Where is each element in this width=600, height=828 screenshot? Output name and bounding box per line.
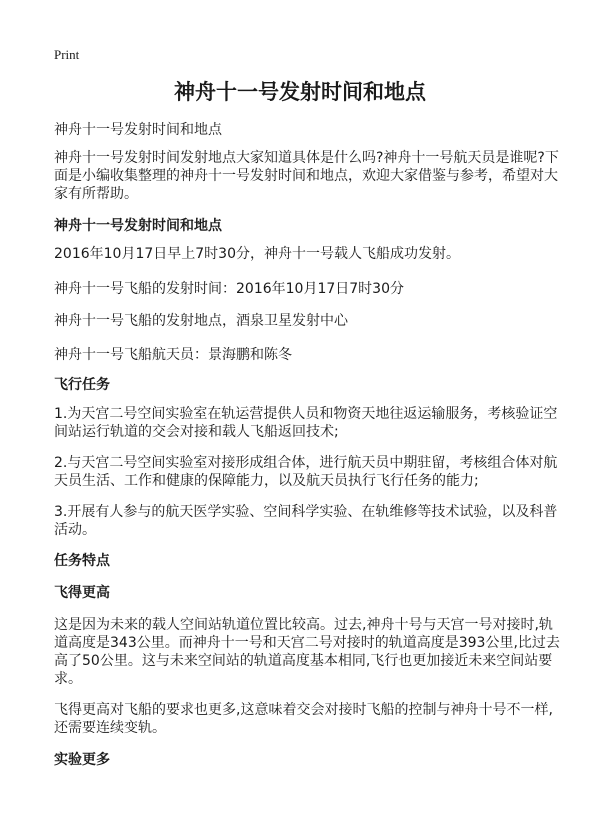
line: 家有所帮助。: [54, 186, 138, 202]
paragraph: 神舟十一号飞船航天员：景海鹏和陈冬: [54, 347, 292, 363]
line: 神舟十一号发射时间发射地点大家知道具体是什么吗?神舟十一号航天员是谁呢?下: [54, 150, 559, 166]
line: 道高度是343公里。而神舟十一号和天宫二号对接时的轨道高度是393公里,比过去: [54, 635, 560, 651]
line: 1.为天宫二号空间实验室在轨运营提供人员和物资天地往返运输服务，考核验证空: [54, 406, 558, 422]
line: 活动。: [54, 522, 96, 538]
paragraph: 神舟十一号飞船的发射地点，酒泉卫星发射中心: [54, 313, 348, 329]
line: 还需要连续变轨。: [54, 720, 166, 736]
line: 求。: [54, 671, 82, 687]
task-item: [54, 503, 558, 539]
line: 3.开展有人参与的航天医学实验、空间科学实验、在轨维修等技术试验，以及科普: [54, 504, 558, 520]
line: 高了50公里。这与未来空间站的轨道高度基本相同,飞行也更加接近未来空间站要: [54, 653, 553, 669]
print-link[interactable]: Print: [54, 47, 80, 62]
section-heading: 任务特点: [54, 553, 110, 569]
line: 2.与天宫二号空间实验室对接形成组合体，进行航天员中期驻留，考核组合体对航: [54, 455, 558, 471]
line: 飞得更高对飞船的要求也更多,这意味着交会对接时飞船的控制与神舟十号不一样,: [54, 702, 553, 718]
task-item: [54, 405, 558, 441]
sub-heading: 飞得更高: [54, 585, 110, 601]
page-title: 神舟十一号发射时间和地点: [174, 80, 426, 104]
line: 间站运行轨道的交会对接和载人飞船返回技术;: [54, 424, 339, 440]
section-heading: 神舟十一号发射时间和地点: [54, 218, 222, 234]
subtitle: 神舟十一号发射时间和地点: [54, 122, 222, 138]
line: 这是因为未来的载人空间站轨道位置比较高。过去,神舟十号与天宫一号对接时,轨: [54, 617, 553, 633]
section-heading: 飞行任务: [54, 377, 110, 393]
sub-heading: 实验更多: [54, 752, 110, 768]
line: 天员生活、工作和健康的保障能力，以及航天员执行飞行任务的能力;: [54, 473, 479, 489]
task-item: [54, 454, 558, 490]
paragraph: 2016年10月17日早上7时30分，神舟十一号载人飞船成功发射。: [54, 246, 460, 262]
paragraph: [54, 616, 560, 688]
intro-paragraph: [54, 149, 559, 203]
paragraph: 神舟十一号飞船的发射时间：2016年10月17日7时30分: [54, 281, 404, 297]
paragraph: [54, 701, 554, 737]
line: 面是小编收集整理的神舟十一号发射时间和地点，欢迎大家借鉴与参考，希望对大: [54, 168, 558, 184]
